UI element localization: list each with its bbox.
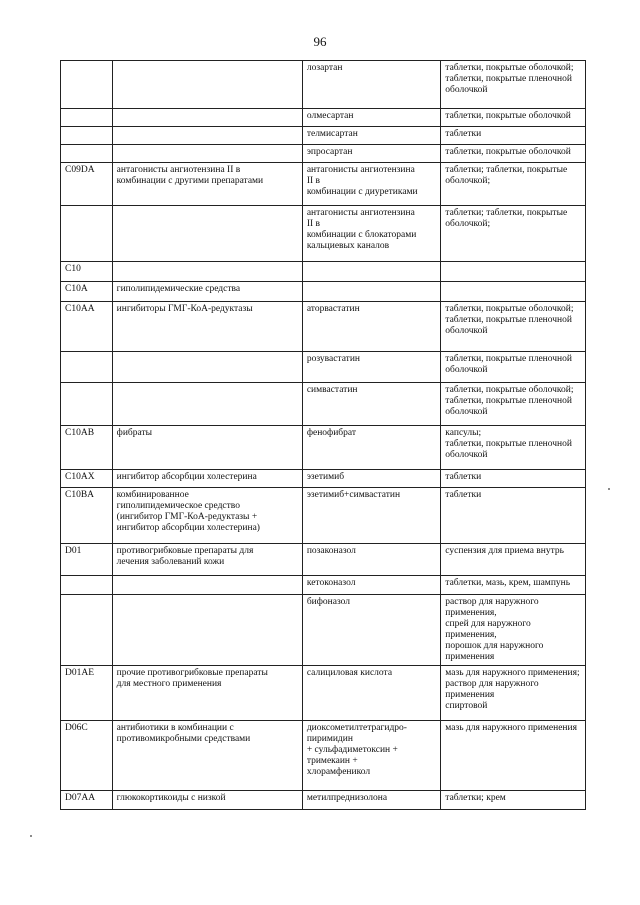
pharmacological-group-cell-text: антибиотики в комбинации с противомикробными средствами bbox=[116, 723, 251, 744]
dosage-form-cell bbox=[441, 595, 586, 666]
dosage-form-cell bbox=[441, 576, 586, 595]
pharmacological-group-cell-text: ингибитор абсорбции холестерина bbox=[116, 472, 257, 482]
pharmacological-group-cell bbox=[112, 576, 302, 595]
active-substance-cell bbox=[302, 109, 440, 127]
pharmacological-group-cell bbox=[112, 426, 302, 470]
table-row bbox=[61, 262, 586, 282]
table-row bbox=[61, 426, 586, 470]
pharmacological-group-cell bbox=[112, 352, 302, 383]
table-row bbox=[61, 163, 586, 206]
atc-code-cell bbox=[61, 61, 113, 109]
active-substance-cell bbox=[302, 282, 440, 302]
active-substance-cell bbox=[302, 721, 440, 791]
table-row bbox=[61, 352, 586, 383]
scan-speck bbox=[30, 835, 32, 837]
dosage-form-cell-text: таблетки bbox=[445, 490, 482, 500]
atc-code-cell-text: C10A bbox=[65, 284, 88, 294]
dosage-form-cell-text: суспензия для приема внутрь bbox=[445, 546, 564, 556]
dosage-form-cell-text: таблетки, покрытые оболочкой bbox=[445, 111, 571, 121]
atc-code-cell bbox=[61, 282, 113, 302]
active-substance-cell-text: фенофибрат bbox=[306, 428, 356, 438]
table-row bbox=[61, 206, 586, 262]
active-substance-cell bbox=[302, 163, 440, 206]
active-substance-cell bbox=[302, 127, 440, 145]
pharmacological-group-cell-text: антагонисты ангиотензина II в комбинации с другими препаратами bbox=[116, 165, 264, 186]
atc-code-cell bbox=[61, 426, 113, 470]
active-substance-cell-text: диоксометилтетрагидро- пиримидин + сульфадиметоксин + тримекаин + хлорамфеникол bbox=[306, 723, 407, 777]
pharmacological-group-cell bbox=[112, 791, 302, 810]
dosage-form-cell-text: таблетки, покрытые оболочкой; таблетки, покрытые пленочной оболочкой bbox=[445, 385, 574, 417]
pharmacological-group-cell-text: прочие противогрибковые препараты для местного применения bbox=[116, 668, 268, 689]
pharmacological-group-cell-text: глюкокортикоиды с низкой bbox=[116, 793, 226, 803]
active-substance-cell-text: позаконазол bbox=[306, 546, 356, 556]
pharmacological-group-cell bbox=[112, 383, 302, 426]
atc-code-cell bbox=[61, 206, 113, 262]
pharmacological-group-cell bbox=[112, 666, 302, 721]
dosage-form-cell-text: мазь для наружного применения; раствор для наружного применения спиртовой bbox=[445, 668, 580, 711]
pharmacological-group-cell-text: комбинированное гиполипидемическое средство (ингибитор ГМГ-КоА-редуктазы + ингибитор абсорбции холестерина) bbox=[116, 490, 260, 533]
active-substance-cell bbox=[302, 145, 440, 163]
active-substance-cell bbox=[302, 791, 440, 810]
pharmacological-group-cell bbox=[112, 109, 302, 127]
atc-code-cell bbox=[61, 127, 113, 145]
atc-code-cell bbox=[61, 470, 113, 488]
atc-code-cell bbox=[61, 721, 113, 791]
dosage-form-cell-text: таблетки; таблетки, покрытые оболочкой; bbox=[445, 208, 568, 229]
dosage-form-cell bbox=[441, 544, 586, 576]
table-row bbox=[61, 109, 586, 127]
active-substance-cell-text: эзетимиб bbox=[306, 472, 345, 482]
dosage-form-cell-text: капсулы; таблетки, покрытые пленочной оболочкой bbox=[445, 428, 572, 460]
active-substance-cell bbox=[302, 426, 440, 470]
active-substance-cell-text: розувастатин bbox=[306, 354, 360, 364]
pharmacological-group-cell bbox=[112, 721, 302, 791]
atc-code-cell bbox=[61, 383, 113, 426]
table-body bbox=[61, 61, 586, 810]
active-substance-cell-text: телмисартан bbox=[306, 129, 358, 139]
active-substance-cell-text: лозартан bbox=[306, 63, 343, 73]
active-substance-cell-text: кетоконазол bbox=[306, 578, 356, 588]
active-substance-cell bbox=[302, 576, 440, 595]
dosage-form-cell bbox=[441, 206, 586, 262]
dosage-form-cell bbox=[441, 352, 586, 383]
dosage-form-cell bbox=[441, 426, 586, 470]
active-substance-cell bbox=[302, 262, 440, 282]
pharmacological-group-cell bbox=[112, 470, 302, 488]
dosage-form-cell-text: раствор для наружного применения, спрей для наружного применения, порошок для наружного применения bbox=[445, 597, 544, 662]
atc-code-cell-text: D07AA bbox=[65, 793, 96, 803]
pharmacological-group-cell bbox=[112, 163, 302, 206]
pharmacological-group-cell bbox=[112, 145, 302, 163]
atc-code-cell bbox=[61, 666, 113, 721]
atc-code-cell-text: C09DA bbox=[65, 165, 95, 175]
atc-code-cell-text: C10BA bbox=[65, 490, 95, 500]
dosage-form-cell-text: таблетки, покрытые оболочкой; таблетки, покрытые пленочной оболочкой bbox=[445, 63, 574, 95]
dosage-form-cell-text: таблетки, покрытые оболочкой bbox=[445, 147, 571, 157]
table-row bbox=[61, 470, 586, 488]
pharmacological-group-cell bbox=[112, 61, 302, 109]
dosage-form-cell-text: таблетки, покрытые пленочной оболочкой bbox=[445, 354, 572, 375]
dosage-form-cell bbox=[441, 127, 586, 145]
atc-code-cell bbox=[61, 488, 113, 544]
table-row bbox=[61, 576, 586, 595]
atc-code-cell bbox=[61, 595, 113, 666]
active-substance-cell bbox=[302, 206, 440, 262]
dosage-form-cell bbox=[441, 470, 586, 488]
atc-code-cell bbox=[61, 544, 113, 576]
active-substance-cell bbox=[302, 470, 440, 488]
dosage-form-cell bbox=[441, 61, 586, 109]
active-substance-cell-text: антагонисты ангиотензина II в комбинации с блокаторами кальциевых каналов bbox=[306, 208, 417, 251]
dosage-form-cell bbox=[441, 791, 586, 810]
active-substance-cell-text: бифоназол bbox=[306, 597, 351, 607]
table-row bbox=[61, 791, 586, 810]
atc-code-cell-text: D06C bbox=[65, 723, 88, 733]
active-substance-cell bbox=[302, 61, 440, 109]
dosage-form-cell-text: таблетки; таблетки, покрытые оболочкой; bbox=[445, 165, 568, 186]
dosage-form-cell bbox=[441, 109, 586, 127]
dosage-form-cell bbox=[441, 666, 586, 721]
pharmacological-group-cell bbox=[112, 544, 302, 576]
active-substance-cell bbox=[302, 352, 440, 383]
pharmacological-group-cell bbox=[112, 262, 302, 282]
active-substance-cell-text: симвастатин bbox=[306, 385, 358, 395]
dosage-form-cell bbox=[441, 282, 586, 302]
table-row bbox=[61, 127, 586, 145]
dosage-form-cell bbox=[441, 383, 586, 426]
drug-classification-table bbox=[60, 60, 586, 810]
atc-code-cell bbox=[61, 352, 113, 383]
dosage-form-cell bbox=[441, 721, 586, 791]
pharmacological-group-cell bbox=[112, 302, 302, 352]
atc-code-cell-text: C10AB bbox=[65, 428, 95, 438]
atc-code-cell bbox=[61, 163, 113, 206]
active-substance-cell-text: аторвастатин bbox=[306, 304, 360, 314]
table-row bbox=[61, 666, 586, 721]
active-substance-cell-text: метилпреднизолона bbox=[306, 793, 388, 803]
dosage-form-cell-text: таблетки, покрытые оболочкой; таблетки, покрытые пленочной оболочкой bbox=[445, 304, 574, 336]
dosage-form-cell-text: таблетки bbox=[445, 129, 482, 139]
pharmacological-group-cell bbox=[112, 127, 302, 145]
table-row bbox=[61, 383, 586, 426]
atc-code-cell bbox=[61, 145, 113, 163]
atc-code-cell bbox=[61, 576, 113, 595]
table-row bbox=[61, 595, 586, 666]
table-row bbox=[61, 302, 586, 352]
dosage-form-cell-text: таблетки; крем bbox=[445, 793, 506, 803]
dosage-form-cell bbox=[441, 145, 586, 163]
atc-code-cell bbox=[61, 791, 113, 810]
active-substance-cell bbox=[302, 544, 440, 576]
pharmacological-group-cell bbox=[112, 488, 302, 544]
active-substance-cell bbox=[302, 666, 440, 721]
pharmacological-group-cell-text: противогрибковые препараты для лечения заболеваний кожи bbox=[116, 546, 254, 567]
table-row bbox=[61, 544, 586, 576]
table-row bbox=[61, 61, 586, 109]
atc-code-cell-text: C10AX bbox=[65, 472, 95, 482]
table-row bbox=[61, 721, 586, 791]
active-substance-cell bbox=[302, 302, 440, 352]
dosage-form-cell-text: таблетки bbox=[445, 472, 482, 482]
pharmacological-group-cell-text: гиполипидемические средства bbox=[116, 284, 241, 294]
active-substance-cell-text: антагонисты ангиотензина II в комбинации с диуретиками bbox=[306, 165, 418, 197]
dosage-form-cell bbox=[441, 302, 586, 352]
page-number: 96 bbox=[313, 34, 327, 49]
dosage-form-cell bbox=[441, 163, 586, 206]
pharmacological-group-cell bbox=[112, 282, 302, 302]
pharmacological-group-cell-text: ингибиторы ГМГ-КоА-редуктазы bbox=[116, 304, 253, 314]
active-substance-cell bbox=[302, 488, 440, 544]
atc-code-cell-text: C10AA bbox=[65, 304, 95, 314]
dosage-form-cell-text: таблетки, мазь, крем, шампунь bbox=[445, 578, 571, 588]
table-row bbox=[61, 282, 586, 302]
active-substance-cell-text: эзетимиб+симвастатин bbox=[306, 490, 401, 500]
dosage-form-cell-text: мазь для наружного применения bbox=[445, 723, 577, 733]
active-substance-cell-text: эпросартан bbox=[306, 147, 353, 157]
active-substance-cell bbox=[302, 383, 440, 426]
pharmacological-group-cell bbox=[112, 595, 302, 666]
pharmacological-group-cell-text: фибраты bbox=[116, 428, 152, 438]
atc-code-cell bbox=[61, 262, 113, 282]
active-substance-cell bbox=[302, 595, 440, 666]
active-substance-cell-text: олмесартан bbox=[306, 111, 354, 121]
atc-code-cell bbox=[61, 109, 113, 127]
atc-code-cell-text: C10 bbox=[65, 264, 81, 274]
scan-speck bbox=[608, 488, 610, 490]
dosage-form-cell bbox=[441, 262, 586, 282]
table-row bbox=[61, 488, 586, 544]
atc-code-cell bbox=[61, 302, 113, 352]
atc-code-cell-text: D01AE bbox=[65, 668, 95, 678]
dosage-form-cell bbox=[441, 488, 586, 544]
active-substance-cell-text: салициловая кислота bbox=[306, 668, 393, 678]
atc-code-cell-text: D01 bbox=[65, 546, 82, 556]
table-row bbox=[61, 145, 586, 163]
pharmacological-group-cell bbox=[112, 206, 302, 262]
